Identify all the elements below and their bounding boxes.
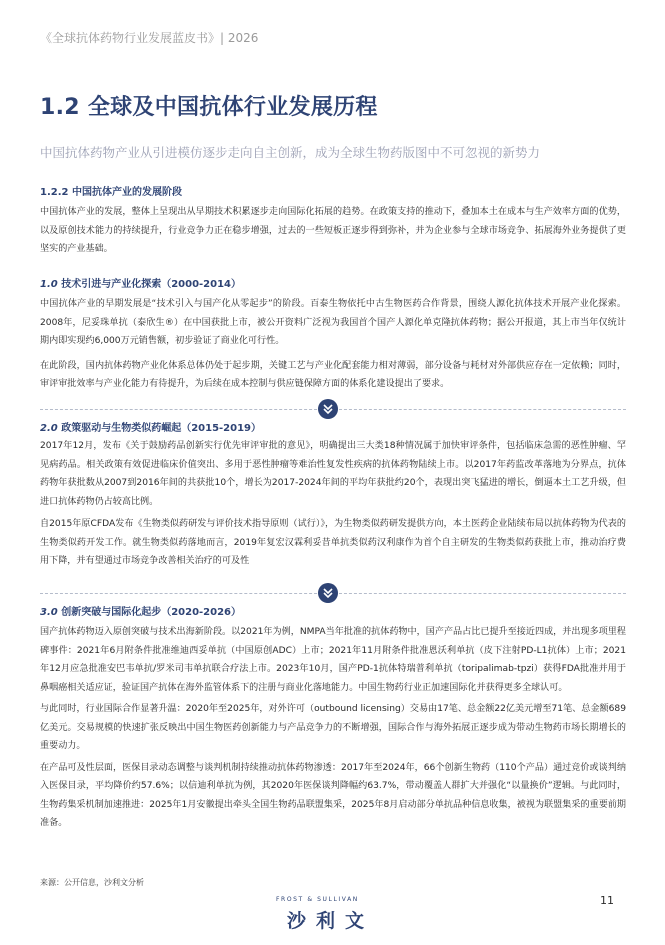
chevron-double-down-icon — [318, 399, 338, 419]
brand-logo-text-en: FROST & SULLIVAN — [276, 896, 359, 903]
paragraph: 与此同时，行业国际合作显著升温：2020年至2025年，对外许可（outbound licensing）交易由17笔、总金额22亿美元增至71笔、总金额689亿美元。交易规模的快速扩张反映出中国生物医药创新能力与产品竞争力的不断增强，国际合作与海外拓展正逐步成为带动生物药市场长期增长的重要动力。 — [40, 704, 626, 751]
section-heading: 1.2.2 中国抗体产业的发展阶段 — [40, 187, 182, 198]
paragraph: 在产品可及性层面，医保目录动态调整与谈判机制持续推动抗体药物渗透：2017年至2024年，66个创新生物药（110个产品）通过竞价或谈判纳入医保目录，平均降价约57.6%；以信迪利单抗为例，其2020年医保谈判降幅约63.7%，带动覆盖人群扩大并强化“以量换价”逻辑。与此同时，生物药集采机制加速推进：2025年1月安徽提出牵头全国生物药品联盟集采，2025年8月启动部分单抗品种信息收集，被视为联盟集采的重要前期准备。 — [40, 762, 626, 828]
section-body — [40, 295, 626, 394]
section-body — [40, 623, 626, 833]
page-number: 11 — [600, 894, 614, 907]
stage-number: 3.0 — [40, 607, 58, 618]
paragraph: 中国抗体产业的发展，整体上呈现出从早期技术积累逐步走向国际化拓展的趋势。在政策支持的推动下，叠加本土在成本与生产效率方面的优势，以及原创技术能力的持续提升，行业竞争力正在稳步增强，过去的一些短板正逐步得到弥补，并为企业参与全球市场竞争、拓展海外业务提供了更坚实的产业基础。 — [40, 207, 626, 254]
stage-number: 1.0 — [40, 279, 58, 290]
paragraph: 国产抗体药物迈入原创突破与技术出海新阶段。以2021年为例，NMPA当年批准的抗体药物中，国产产品占比已提升至接近四成，并出现多项里程碑事件：2021年6月附条件批准维迪西妥单抗（中国原创ADC）上市；2021年11月附条件批准恩沃利单抗（皮下注射PD-L1抗体）上市；2021年12月应急批准安巴韦单抗/罗米司韦单抗联合疗法上市。2023年10月，国产PD-1抗体特瑞普利单抗（toripalimab-tpzi）获得FDA批准并用于鼻咽癌相关适应证，验证国产抗体在海外监管体系下的注册与商业化落地能力。中国生物药行业正加速国际化并获得更多全球认可。 — [40, 627, 626, 693]
chevron-double-down-icon — [318, 583, 338, 603]
stage-title: 创新突破与国际化起步（2020-2026） — [61, 607, 242, 618]
section-body — [40, 437, 626, 571]
section-body — [40, 203, 626, 259]
stage-number: 2.0 — [40, 423, 58, 434]
source-note: 来源：公开信息，沙利文分析 — [40, 878, 144, 887]
paragraph: 自2015年原CFDA发布《生物类似药研发与评价技术指导原则（试行）》，为生物类似药研发提供方向，本土医药企业陆续布局以抗体药物为代表的生物类似药开发工作。就生物类似药落地而言，2019年复宏汉霖利妥昔单抗类似药汉利康作为首个自主研发的生物类似药获批上市，推动治疗费用下降，并有望通过市场竞争改善相关治疗的可及性 — [40, 519, 626, 566]
paragraph: 在此阶段，国内抗体药物产业化体系总体仍处于起步期，关键工艺与产业化配套能力相对薄弱，部分设备与耗材对外部供应存在一定依赖；同时，审评审批效率与产业化能力有待提升，为后续在成本控制与供应链保障方面的体系化建设提出了要求。 — [40, 360, 626, 389]
page-title: 1.2 全球及中国抗体行业发展历程 — [40, 95, 378, 120]
document-header-title: 《全球抗体药物行业发展蓝皮书》| 2026 — [40, 31, 259, 45]
brand-logo-text-cn: 沙利文 — [287, 910, 375, 932]
stage-heading — [40, 603, 241, 618]
page-subtitle: 中国抗体药物产业从引进模仿逐步走向自主创新，成为全球生物药版图中不可忽视的新势力 — [40, 145, 541, 160]
stage-title: 政策驱动与生物类似药崛起（2015-2019） — [61, 423, 262, 434]
stage-heading — [40, 419, 261, 434]
paragraph: 中国抗体产业的早期发展是“技术引入与国产化从零起步”的阶段。百泰生物依托中古生物医药合作背景，围绕人源化抗体技术开展产业化探索。2008年，尼妥珠单抗（泰欣生®）在中国获批上市，被公开资料广泛视为我国首个国产人源化单克隆抗体药物；据公开报道，其上市当年仅统计期内即实现约6,000万元销售额，初步验证了商业化可行性。 — [40, 299, 626, 346]
stage-heading — [40, 275, 241, 290]
paragraph: 2017年12月，发布《关于鼓励药品创新实行优先审评审批的意见》，明确提出三大类18种情况属于加快审评条件，包括临床急需的恶性肿瘤、罕见病药品。相关政策有效促进临床价值突出、多用于恶性肿瘤等难治性复发性疾病的抗体药物陆续上市。以2017年药监改革落地为分界点，抗体药物年获批数从2007到2016年间的共获批10个，增长为2017-2024年间的平均年获批约20个，表现出突飞猛进的增长，倒逼本土工艺升级，但进口抗体药物仍占较高比例。 — [40, 441, 626, 507]
stage-title: 技术引进与产业化探索（2000-2014） — [61, 279, 242, 290]
